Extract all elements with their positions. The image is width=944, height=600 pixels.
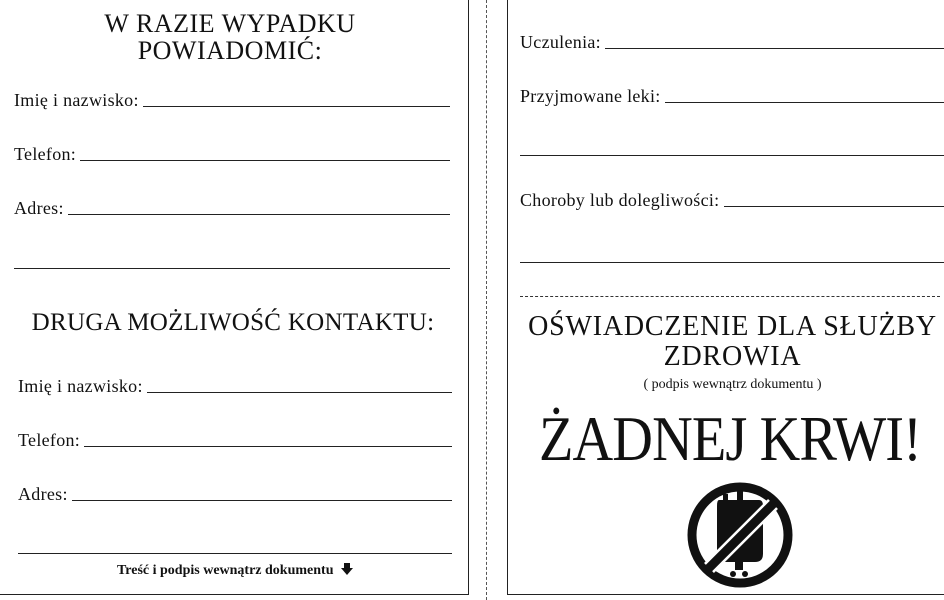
field-line[interactable] [665,102,944,103]
field-line[interactable] [143,106,450,107]
no-blood-transfusion-icon [685,480,795,590]
fold-line [486,0,487,600]
medications-extra-line[interactable] [520,155,944,156]
footer-note-text: Treść i podpis wewnątrz dokumentu [116,563,334,578]
down-arrow-icon [341,563,353,575]
field-label: Adres: [18,484,68,504]
field-label: Imię i nazwisko: [14,90,139,110]
second-name-field[interactable] [18,376,452,397]
statement-subtitle: ( podpis wewnątrz dokumentu ) [643,377,822,392]
field-line[interactable] [605,48,944,49]
second-address-extra-line[interactable] [18,553,452,554]
statement-title: OŚWIADCZENIE DLA SŁUŻBY ZDROWIA [528,311,937,373]
field-label: Imię i nazwisko: [18,376,143,396]
field-line[interactable] [68,214,450,215]
field-label: Adres: [14,198,64,218]
emergency-address-extra-line[interactable] [14,268,450,269]
field-line[interactable] [84,446,452,447]
emergency-address-field[interactable] [14,198,450,219]
conditions-extra-line[interactable] [520,262,944,263]
allergies-field[interactable] [520,32,944,53]
cut-line-separator [520,296,940,297]
emergency-name-field[interactable] [14,90,450,111]
field-line[interactable] [724,206,944,207]
field-label: Przyjmowane leki: [520,86,661,106]
second-address-field[interactable] [18,484,452,505]
field-line[interactable] [147,392,452,393]
second-contact-heading: DRUGA MOŻLIWOŚĆ KONTAKTU: [31,309,435,336]
second-phone-field[interactable] [18,430,452,451]
conditions-field[interactable] [520,190,944,211]
emergency-contact-heading: W RAZIE WYPADKU POWIADOMIĆ: [104,9,356,66]
no-blood-heading: ŻADNEJ KRWI! [538,403,922,474]
emergency-phone-field[interactable] [14,144,450,165]
medications-field[interactable] [520,86,944,107]
field-label: Choroby lub dolegliwości: [520,190,720,210]
field-label: Uczulenia: [520,32,601,52]
field-label: Telefon: [18,430,81,450]
field-line[interactable] [80,160,450,161]
footer-note [60,563,410,579]
field-line[interactable] [72,500,452,501]
field-label: Telefon: [14,144,77,164]
